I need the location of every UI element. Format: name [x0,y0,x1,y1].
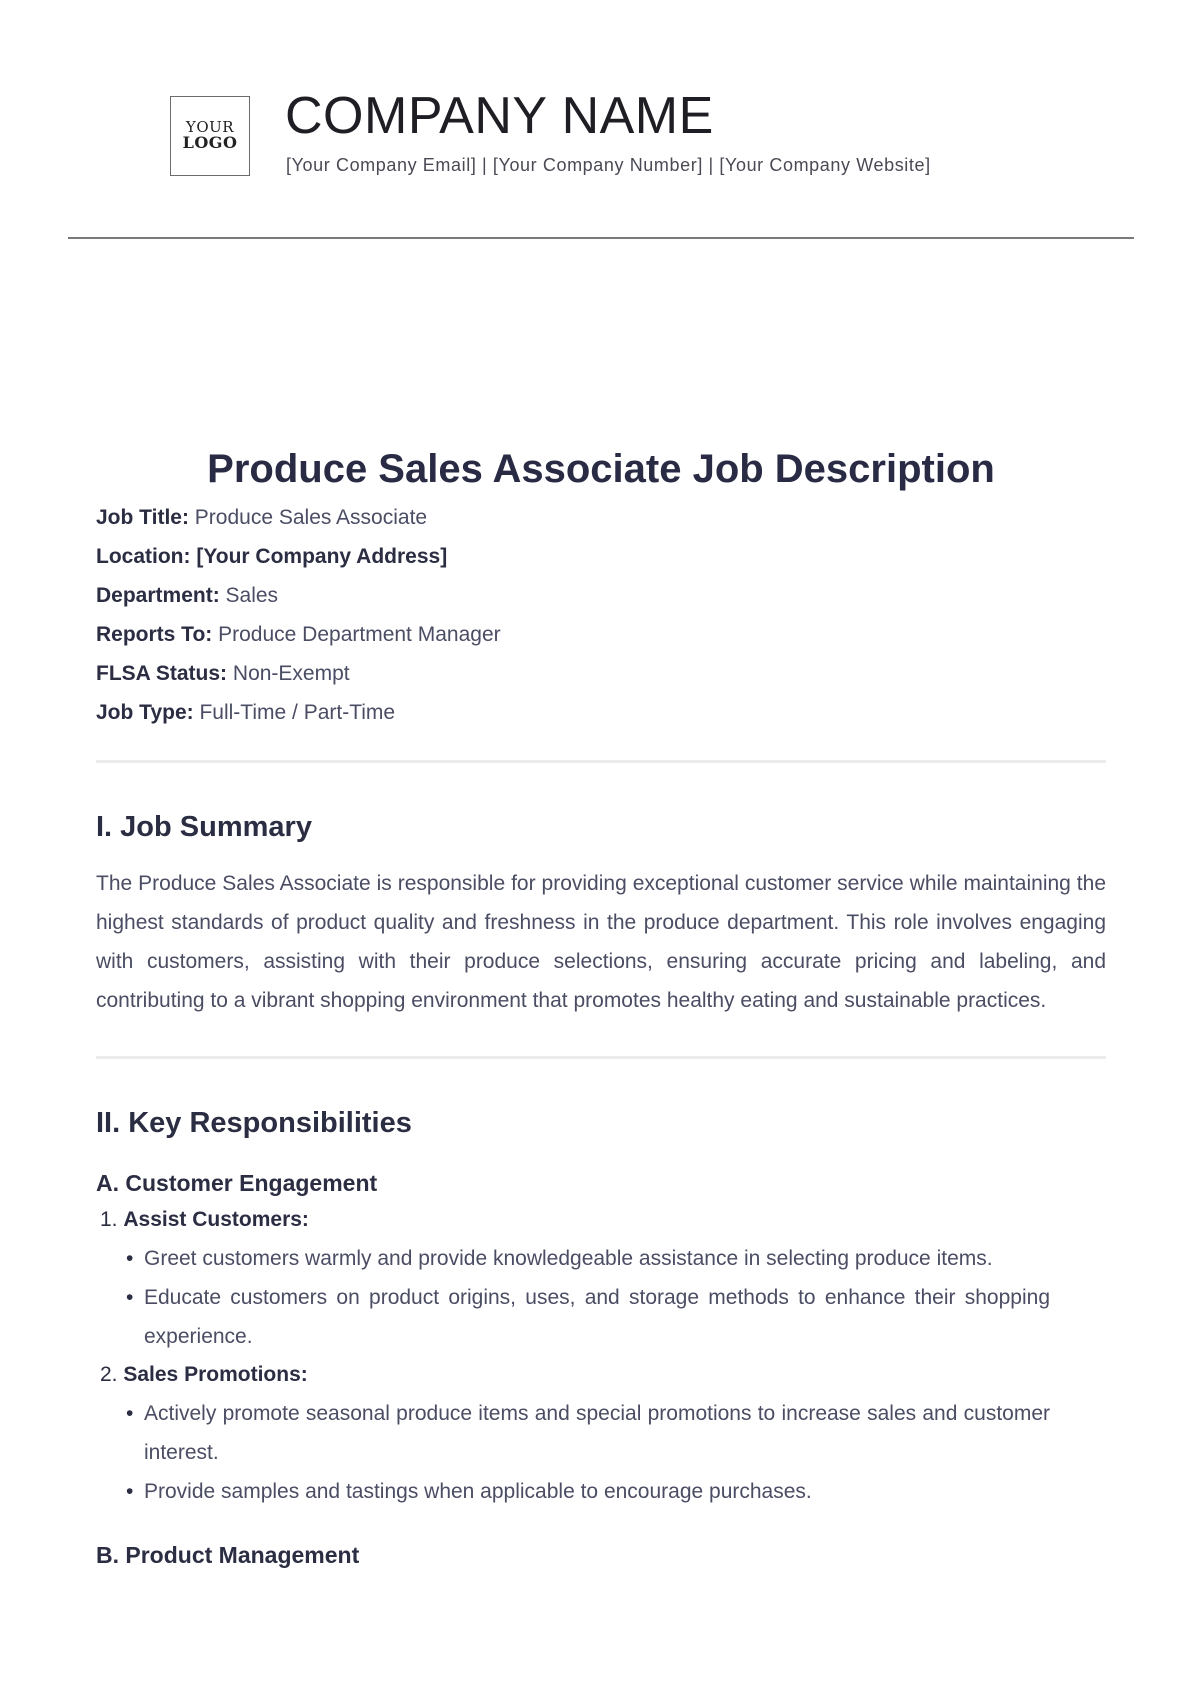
meta-label: Job Title: [96,506,189,529]
meta-job-type [96,693,1106,732]
numbered-item [96,1201,1106,1239]
document-body [96,440,1106,1573]
meta-flsa-status [96,654,1106,693]
item-number: 1. [100,1208,118,1231]
meta-value: Full-Time / Part-Time [199,701,396,724]
numbered-item [96,1356,1106,1394]
company-logo [170,96,250,176]
meta-reports-to [96,615,1106,654]
document-title: Produce Sales Associate Job Description [207,447,995,491]
meta-label: Department: [96,584,220,607]
key-responsibilities-heading: II. Key Responsibilities [96,1107,412,1139]
meta-value: Non-Exempt [232,662,350,685]
bullet-item: • Provide samples and tastings when applicable to encourage purchases. [96,1472,1106,1511]
item-label: Sales Promotions: [123,1363,308,1386]
bullet-item: • Actively promote seasonal produce items and special promotions to increase sales and customer interest. [96,1394,1106,1472]
header-divider [68,237,1134,239]
meta-value: Sales [225,584,279,607]
job-summary-text: The Produce Sales Associate is responsible for providing exceptional customer service while maintaining the highest standards of product quality and freshness in the produce department. This role involves engaging with customers, assisting with their produce selections, ensuring accurate pricing and labeling, and contributing to a vibrant shopping environment that promotes healthy eating and sustainable practices. [96,872,1106,1012]
bullet-item: • Educate customers on product origins, uses, and storage methods to enhance their shopping experience. [96,1278,1106,1356]
bullet-list [96,1239,1106,1356]
company-contact-line: [Your Company Email] | [Your Company Number] | [Your Company Website] [286,155,931,175]
logo-line-1: YOUR [185,117,235,136]
meta-label: FLSA Status: [96,662,228,685]
meta-job-title [96,498,1106,537]
meta-value: Produce Department Manager [218,623,501,646]
meta-department [96,576,1106,615]
bullet-list [96,1394,1106,1511]
job-meta [96,498,1106,732]
subsection-product-management: B. Product Management [96,1542,360,1568]
section-divider [96,760,1106,763]
meta-value: Produce Sales Associate [194,506,428,529]
company-name: COMPANY NAME [285,87,714,145]
job-summary-heading: I. Job Summary [96,811,312,843]
meta-label: Reports To: [96,623,213,646]
bullet-item: • Greet customers warmly and provide knowledgeable assistance in selecting produce items. [96,1239,1106,1278]
item-number: 2. [100,1363,118,1386]
meta-label: Location: [Your Company Address] [96,545,448,568]
meta-label: Job Type: [96,701,194,724]
section-divider [96,1056,1106,1059]
logo-line-2: LOGO [182,133,238,153]
subsection-customer-engagement: A. Customer Engagement [96,1170,378,1196]
item-label: Assist Customers: [123,1208,309,1231]
meta-location [96,537,1106,576]
